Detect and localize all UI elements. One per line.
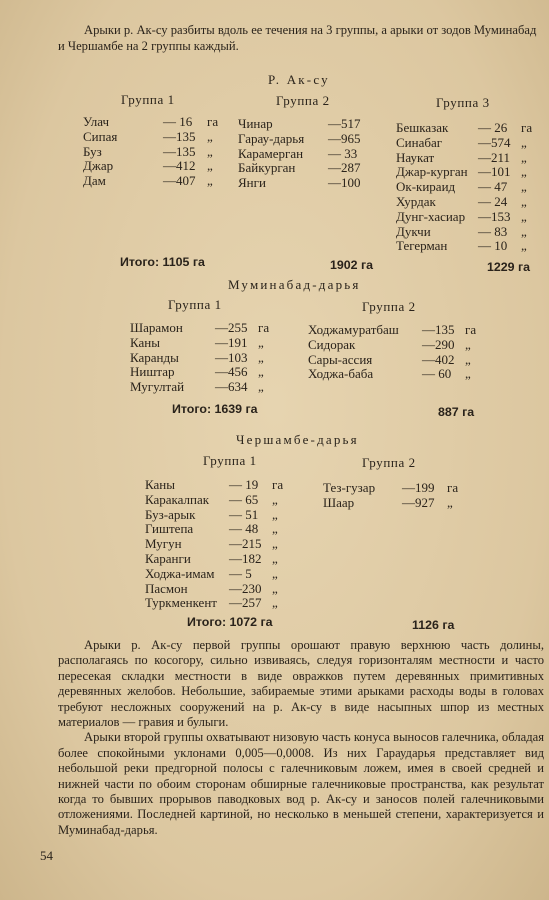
table-row: Каракалпак — 65 „: [145, 491, 278, 507]
table-row: Карамерган — 33: [238, 145, 358, 161]
body-text: [58, 638, 544, 838]
aksu-group3-label: Группа 3: [436, 95, 490, 110]
table-row: Буз-арык — 51 „: [145, 506, 278, 522]
table-row: Ок-кираид — 47 „: [396, 179, 527, 195]
table-row: Дукчи — 83 „: [396, 223, 527, 239]
table-row: Каранды —103 „: [130, 349, 264, 365]
muminabad-group2-label: Группа 2: [362, 299, 416, 314]
aksu-group1-label: Группа 1: [121, 92, 175, 107]
table-row: Тегерман — 10 „: [396, 238, 527, 254]
table-row: Мугун —215 „: [145, 536, 278, 552]
table-row: Каны — 19 га: [145, 477, 284, 492]
table-row: Бешказак — 26 га: [396, 120, 533, 135]
muminabad-group1-label: Группа 1: [168, 297, 222, 312]
table-row: Улач — 16 га: [83, 114, 219, 129]
table-row: Ходжа-имам — 5 „: [145, 565, 278, 581]
chershambe-group1-label: Группа 1: [203, 453, 257, 468]
aksu-group2-total: 1902 га: [330, 258, 374, 272]
table-row: Дунг-хасиар —153 „: [396, 208, 527, 224]
table-row: Каны —191 „: [130, 334, 264, 350]
table-row: Наукат —211 „: [396, 149, 527, 165]
muminabad-group2-total: 887 га: [438, 405, 475, 419]
table-row: Ходжамуратбаш —135 га: [308, 322, 477, 337]
table-row: Ходжа-баба — 60 „: [308, 366, 471, 382]
table-row: Чинар —517: [238, 116, 361, 131]
table-row: Мугултай —634 „: [130, 379, 264, 395]
paragraph-1: Арыки р. Ак-су первой группы орошают правую верхнюю часть долины, располагаясь по косогору, сильно извиваясь, следуя горизонталям местности и часто пересекая складки местности в виде овражков путем деревянных примитивных деревянных желобов. Небольшие, забираемые этими арыками расходы воды в головах требуют несложных сооружений на р. Ак-су в виде насыпных шпор из местных материалов — гравия и булыги.: [58, 638, 544, 730]
table-row: Байкурган —287: [238, 160, 361, 176]
aksu-group3-total: 1229 га: [487, 260, 531, 274]
table-row: Ништар —456 „: [130, 364, 264, 380]
paragraph-2: Арыки второй группы охватывают низовую часть конуса выносов галечника, обладая более спокойными уклонами 0,005—0,0008. Из них Гараударья представляет вид небольшой реки предгорной полосы с галечниковым ложем, имея в своей средней и нижней части по обоим сторонам обширные галечниковые пространства, как результат когда то бывших прорывов паводковых вод р. Ак-су и заносов полей галечниковыми отложениями. Последней картиной, но несколько в меньшей степени, характеризуется и Муминабад-дарья.: [58, 730, 544, 837]
table-row: Синабаг —574 „: [396, 134, 527, 150]
section-title-aksu: Р. Ак-су: [268, 72, 330, 87]
chershambe-group2-table: [323, 481, 483, 511]
table-row: Гарау-дарья —965: [238, 130, 361, 146]
chershambe-group1-total: Итого: 1072 га: [187, 615, 273, 629]
table-row: Тез-гузар —199 га: [323, 480, 459, 495]
muminabad-group1-total: Итого: 1639 га: [172, 402, 258, 416]
aksu-group2-label: Группа 2: [276, 93, 330, 108]
table-row: Сипая —135 „: [83, 128, 213, 144]
table-row: Туркменкент —257 „: [145, 595, 278, 611]
table-row: Гиштепа — 48 „: [145, 521, 278, 537]
aksu-group2-table: [238, 117, 378, 191]
table-row: Хурдак — 24 „: [396, 193, 527, 209]
aksu-group3-table: [396, 121, 546, 254]
page-number: 54: [40, 848, 53, 863]
table-row: Сары-ассия —402 „: [308, 351, 471, 367]
table-row: Каранги —182 „: [145, 550, 278, 566]
chershambe-group2-label: Группа 2: [362, 455, 416, 470]
table-row: Сидорак —290 „: [308, 336, 471, 352]
aksu-group1-table: [83, 115, 233, 189]
chershambe-group2-total: 1126 га: [412, 618, 455, 632]
section-title-muminabad: Муминабад-дарья: [228, 277, 361, 292]
intro-paragraph: Арыки р. Ак-су разбиты вдоль ее течения на 3 группы, а арыки от зодов Муминабад и Чершамбе на 2 группы каждый.: [58, 23, 537, 53]
aksu-group1-total: Итого: 1105 га: [120, 255, 205, 269]
table-row: Дам —407 „: [83, 173, 213, 189]
muminabad-group1-table: [130, 321, 290, 395]
table-row: Джар-курган —101 „: [396, 164, 527, 180]
table-row: Пасмон —230 „: [145, 580, 278, 596]
muminabad-group2-table: [308, 323, 488, 382]
table-row: Джар —412 „: [83, 158, 213, 174]
table-row: Шаар —927 „: [323, 494, 453, 510]
table-row: Янги —100: [238, 175, 361, 191]
table-row: Буз —135 „: [83, 143, 213, 159]
chershambe-group1-table: [145, 478, 295, 611]
table-row: Шарамон —255 га: [130, 320, 270, 335]
section-title-chershambe: Чершамбе-дарья: [236, 432, 359, 447]
